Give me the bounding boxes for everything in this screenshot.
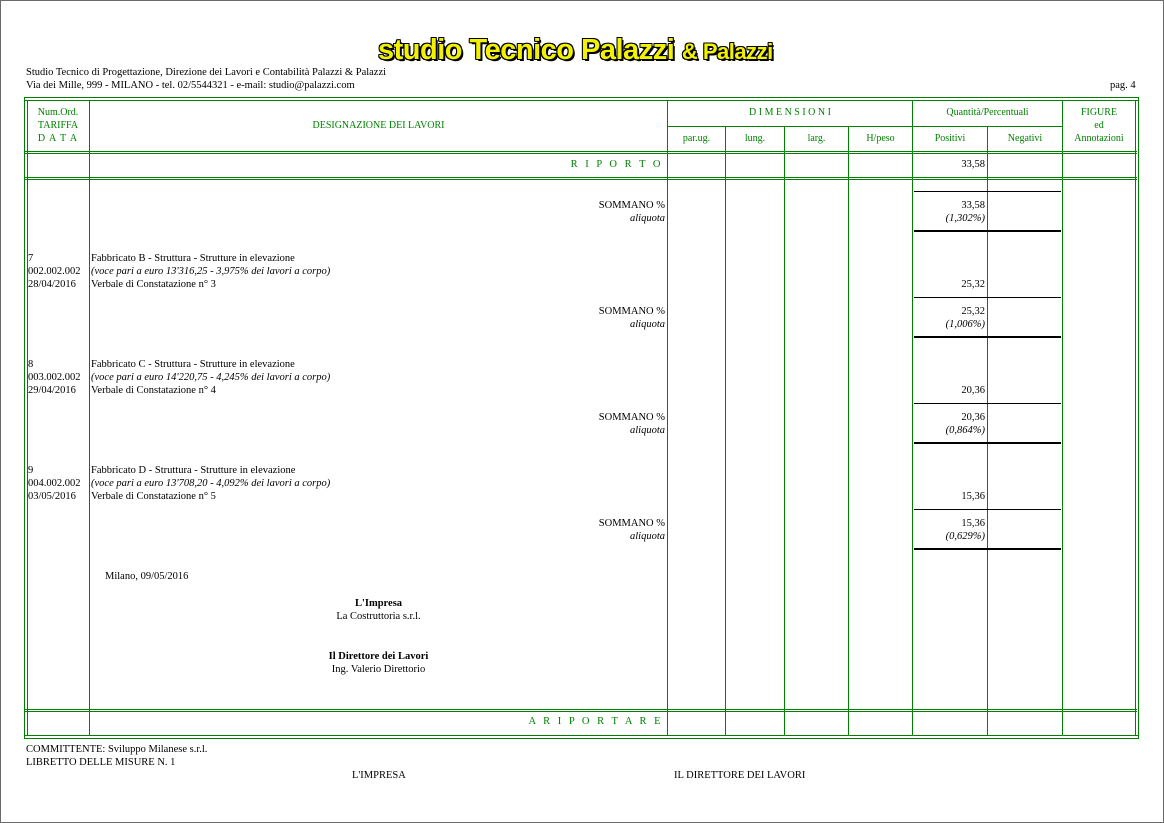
entry-date: 28/04/2016	[28, 279, 76, 290]
sommano-value: 20,36	[961, 412, 985, 423]
page-number: pag. 4	[1110, 80, 1136, 91]
direttore-title: Il Direttore dei Lavori	[328, 651, 429, 662]
sommano-value: 33,58	[961, 200, 985, 211]
col-dimensioni: D I M E N S I O N I	[749, 107, 831, 118]
footer-libretto: LIBRETTO DELLE MISURE N. 1	[26, 757, 176, 768]
aliquota-label: aliquota	[629, 319, 665, 330]
sommano-value: 15,36	[961, 518, 985, 529]
col-par-ug: par.ug.	[682, 133, 711, 144]
entry-value: 25,32	[961, 279, 985, 290]
entry-title: Fabbricato D - Struttura - Strutture in elevazione	[91, 465, 296, 476]
entry-value: 20,36	[961, 385, 985, 396]
impresa-title: L'Impresa	[354, 598, 403, 609]
sommano-label: SOMMANO %	[598, 306, 665, 317]
entry-title: Fabbricato C - Struttura - Strutture in elevazione	[91, 359, 295, 370]
entry-num: 7	[28, 253, 34, 264]
sommano-label: SOMMANO %	[598, 518, 665, 529]
company-address-line: Via dei Mille, 999 - MILANO - tel. 02/5544321 - e-mail: studio@palazzi.com	[26, 80, 355, 91]
aliquota-value: (0,864%)	[945, 425, 985, 436]
col-larg: larg.	[807, 133, 826, 144]
sommano-label: SOMMANO %	[598, 412, 665, 423]
riporto-label: R I P O R T O	[570, 159, 663, 170]
entry-voce: (voce pari a euro 13'708,20 - 4,092% dei lavori a corpo)	[91, 478, 331, 489]
entry-verbale: Verbale di Constatazione n° 5	[91, 491, 216, 502]
entry-tariffa: 003.002.002	[28, 372, 81, 383]
aliquota-value: (1,302%)	[945, 213, 985, 224]
entry-num: 9	[28, 465, 34, 476]
col-ed: ed	[1094, 120, 1104, 131]
direttore-name: Ing. Valerio Direttorio	[331, 664, 426, 675]
place-date: Milano, 09/05/2016	[105, 571, 189, 582]
col-data: D A T A	[37, 133, 79, 144]
footer-impresa: L'IMPRESA	[352, 770, 406, 781]
sommano-label: SOMMANO %	[598, 200, 665, 211]
col-figure: FIGURE	[1080, 107, 1118, 118]
company-info-line: Studio Tecnico di Progettazione, Direzione dei Lavori e Contabilità Palazzi & Palazzi	[26, 67, 387, 78]
impresa-name: La Costruttoria s.r.l.	[336, 611, 421, 622]
entry-value: 15,36	[961, 491, 985, 502]
studio-logo: studio Tecnico Palazzi & Palazzi	[378, 34, 773, 66]
riporto-value: 33,58	[961, 159, 985, 170]
entry-voce: (voce pari a euro 13'316,25 - 3,975% dei lavori a corpo)	[91, 266, 331, 277]
col-tariffa: TARIFFA	[37, 120, 79, 131]
col-num-ord: Num.Ord.	[37, 107, 79, 118]
aliquota-label: aliquota	[629, 531, 665, 542]
sommano-value: 25,32	[961, 306, 985, 317]
aliquota-value: (0,629%)	[945, 531, 985, 542]
entry-num: 8	[28, 359, 34, 370]
aliquota-label: aliquota	[629, 213, 665, 224]
footer-committente: COMMITTENTE: Sviluppo Milanese s.r.l.	[26, 744, 208, 755]
aliquota-label: aliquota	[629, 425, 665, 436]
col-designazione: DESIGNAZIONE DEI LAVORI	[312, 120, 445, 131]
footer-direttore: IL DIRETTORE DEI LAVORI	[674, 770, 806, 781]
col-negativi: Negativi	[1007, 133, 1043, 144]
col-annotazioni: Annotazioni	[1074, 133, 1124, 144]
entry-tariffa: 004.002.002	[28, 478, 81, 489]
col-positivi: Positivi	[934, 133, 966, 144]
a-riportare-label: A R I P O R T A R E	[528, 716, 663, 727]
aliquota-value: (1,006%)	[945, 319, 985, 330]
col-quantita: Quantità/Percentuali	[946, 107, 1029, 118]
col-hpeso: H/peso	[866, 133, 895, 144]
entry-verbale: Verbale di Constatazione n° 4	[91, 385, 216, 396]
entry-date: 03/05/2016	[28, 491, 76, 502]
entry-tariffa: 002.002.002	[28, 266, 81, 277]
entry-title: Fabbricato B - Struttura - Strutture in elevazione	[91, 253, 295, 264]
col-lung: lung.	[744, 133, 766, 144]
entry-date: 29/04/2016	[28, 385, 76, 396]
entry-verbale: Verbale di Constatazione n° 3	[91, 279, 216, 290]
entry-voce: (voce pari a euro 14'220,75 - 4,245% dei lavori a corpo)	[91, 372, 331, 383]
